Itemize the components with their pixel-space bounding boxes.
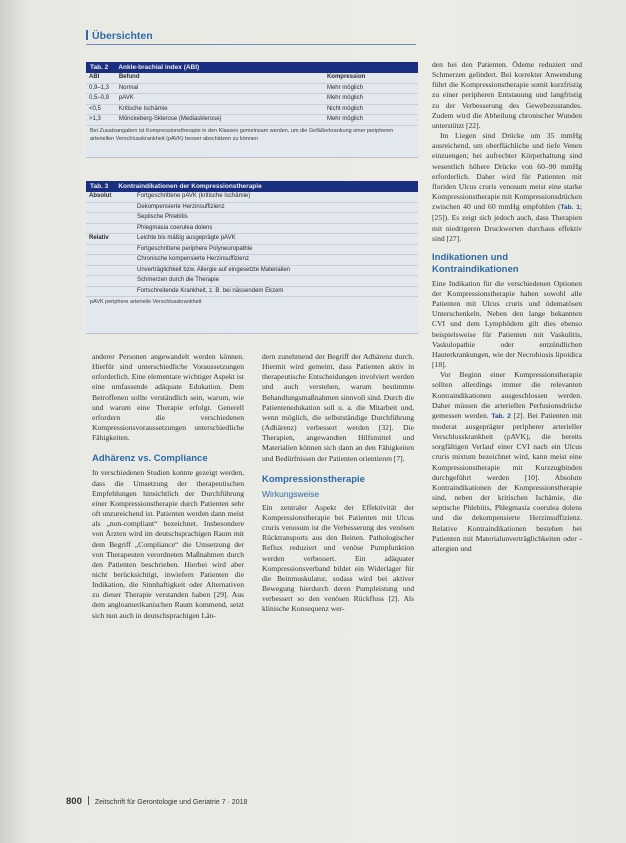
group-label: Absolut — [86, 192, 134, 202]
table-cell: 0,5–0,9 — [89, 95, 110, 101]
table-2-body — [86, 73, 418, 126]
paragraph: In verschiedenen Studien konnte gezeigt werden, dass die Umsetzung der therapeutischen Empfehlungen hinsichtlich der Durchführung einer Kompressionstherapie durch Patienten sehr oft unzureichend ist. Patienten werden dann meist als „non-compliant“ bezeichnet. Insbesondere von Ärzten wird im deutschsprachigen Raum mit dem Begriff „Compliance“ die Umsetzung der von Therapeuten verordneten Maßnahmen durch den Patienten beschrieben. Hierbei wird aber nicht berücksichtigt, inwiefern Patienten die Indikation, die Sinnhaftigkeit oder Alternativen zu dieser Therapie verstanden haben [29]. Aus dem angloamerikanischen Raum kommend, setzt sich nun auch in deutschsprachigen Län- — [92, 468, 244, 620]
table-cell: Schmerzen durch die Therapie — [134, 276, 418, 287]
table-2 — [86, 62, 418, 158]
table-reference-link[interactable]: Tab. 2 — [491, 412, 511, 420]
table-row — [86, 234, 418, 245]
right-upper-column — [432, 60, 582, 554]
table-cell: 0,9–1,3 — [89, 84, 110, 91]
paragraph: Eine Indikation für die verschiedenen Optionen der Kompressionstherapie haben sowohl alle Patienten mit Ulcus cruris und ödematösen Unterschenkeln. Neben den lange bekannten CVI und dem Lymphödem gilt dies ebenso beispielsweise für Patienten mit Vaskulitis, Vaskulopathie oder entzündlichen Hauterkrankungen, wie der Necrobiosis lipoidica [18]. — [432, 278, 582, 370]
column-header: Befund — [118, 74, 140, 80]
section-marker — [86, 30, 88, 40]
table-row — [86, 104, 418, 115]
table-row — [86, 83, 418, 94]
table-2-title: Ankle-brachial index (ABI) — [118, 64, 200, 71]
table-row — [86, 202, 418, 213]
table-3-title: Kontraindikationen der Kompressionstherapie — [118, 183, 262, 190]
paragraph: dern zunehmend der Begriff der Adhärenz durch. Hiermit wird gemeint, dass Patienten aktiv in therapeutische Entscheidungen involviert werden und auch verstehen, warum bestimmte Behandlungsmaßnahmen sinnvoll sind. Durch die Patientenedukation soll u. a. die Mitarbeit und, wenn möglich, die selbstständige Durchführung (Adhärenz) verbessert werden [32]. Die Therapien, angewandten Hilfsmittel und Materialien können sich dann an den Fähigkeiten und Bedürfnissen der Patienten orientieren [7]. — [262, 352, 414, 463]
paragraph: anderer Personen angewandelt werden können. Hierfür sind unterschiedliche Voraussetzungen erforderlich. Eine elementare wichtiger Aspekt ist eine umfassende adäquate Edukation. Dem Betroffenen sollte verständlich sein, warum, wie und warum eine Therapie erfolgt. Generell erfordern die verschiedenen Kompressionsvoraussetzungen unterschiedliche Fähigkeiten. — [92, 352, 244, 443]
section-heading: Kompressionstherapie — [262, 473, 365, 485]
section-heading: Indikationen und Kontraindikationen — [432, 251, 519, 275]
table-cell: Phlegmasia coerulea dolens — [134, 223, 418, 234]
table-reference-link[interactable]: Tab. 1 — [560, 204, 580, 212]
table-cell: Fortschreitende Krankheit, z. B. bei nässendem Ekzem — [134, 286, 418, 297]
table-row — [86, 265, 418, 276]
table-row — [86, 213, 418, 224]
table-cell: Nicht möglich — [326, 105, 363, 112]
table-row — [86, 286, 418, 297]
table-cell: >1,3 — [89, 116, 101, 122]
subsection-heading: Wirkungsweise — [262, 488, 320, 499]
journal-name: Zeitschrift für Gerontologie und Geriatrie 7 · 2018 — [94, 799, 248, 806]
table-row — [86, 244, 418, 255]
table-row — [86, 255, 418, 266]
section-title: Übersichten — [92, 30, 153, 42]
paragraph: Vor Beginn einer Kompressionstherapie sollten allerdings immer die relevanten Kontraindikationen ausgeschlossen werden. Daher müssen die arteriellen Perfusionsdrücke gemessen werden. Tab. 2 [2]. Bei Patienten mit moderat ausgeprägter peripherer arterieller Verschlusskrankheit (pAVK), die bereits sorgfältigen Verlauf einer CVI nach ein Ulcus cruris mixtum bezeichnet wird, kann meist eine Kompressionstherapie mit Kurzzugbinden durchgeführt werden [10]. Absolute Kontraindikationen der Kompressionstherapie sind, neben der kritischen Ischämie, die septische Phlebitis, Phlegmasia coerulea dolens und die dekompensierte Herzinsuffizienz. Relative Kontraindikationen bestehen bei Patienten mit Materialunverträglichkeiten oder -allergien und — [432, 370, 582, 553]
table-cell: Normal — [118, 84, 139, 91]
page-number: 800 — [66, 796, 82, 807]
table-cell: Fortgeschrittene pAVK (kritische Ischämie) — [134, 192, 418, 202]
table-3-label: Tab. 3 — [90, 183, 109, 190]
table-cell: Mehr möglich — [326, 116, 363, 122]
table-2-label: Tab. 2 — [90, 64, 109, 71]
table-cell: Dekompensierte Herzinsuffizienz — [134, 202, 418, 213]
column-header: ABI — [89, 74, 100, 80]
section-header — [86, 30, 416, 45]
table-cell: Septische Phlebitis — [134, 213, 418, 224]
table-cell: <0,5 — [89, 105, 101, 112]
table-3-header — [86, 181, 418, 192]
table-cell: Unverträglichkeit bzw. Allergie auf eingesetzte Materialien — [134, 265, 418, 276]
column-header: Kompression — [326, 74, 366, 80]
middle-column — [262, 352, 414, 614]
table-row — [86, 223, 418, 234]
page-footer — [66, 796, 247, 807]
paragraph: Im Liegen sind Drücke um 35 mmHg ausreichend, um oberflächliche und tiefe Venen einzuengen; bei aufrechter Körperhaltung sind wesentlich höhere Drücke von 60–90 mmHg erforderlich. Daher wird für Patienten mit floriden Ulcus cruris venosum meist eine starke Kompressionstherapie mit Kompressionsdrücken zwischen 40 und 60 mmHg empfohlen (Tab. 1; [25]). Es zeigt sich jedoch auch, dass Therapien mit niedrigeren Druckwerten durchaus effektiv sind [27]. — [432, 131, 582, 243]
table-cell: Mehr möglich — [326, 95, 363, 101]
paragraph: Ein zentraler Aspekt der Effektivität der Kompressionstherapie bei Patienten mit Ulcus cruris venosum ist die Verbesserung des venösen Rücktransports aus den Beinen. Pathologischer Reflux reduziert und venöse Pumpfunktion werden verbessert. Ein adäquater Kompressionsverband bildet ein Widerlager für die Beinmuskulatur, sodass wird bei aktiver Bewegung hierdurch deren Pumpleistung und verbessert so den venösen Rückfluss [2]. Als klinische Konsequenz wer- — [262, 502, 414, 614]
table-3-footnote: pAVK periphere arterielle Verschlusskrankheit — [90, 299, 202, 305]
table-cell: Mönckeberg-Sklerose (Mediasklerose) — [118, 116, 222, 122]
table-row — [86, 115, 418, 126]
table-3 — [86, 181, 418, 334]
table-3-body — [86, 192, 418, 297]
table-row — [86, 192, 418, 202]
section-heading: Adhärenz vs. Compliance — [92, 453, 208, 465]
table-cell: Mehr möglich — [326, 84, 363, 91]
table-cell: Fortgeschrittene periphere Polyneuropathie — [134, 244, 418, 255]
table-cell: Leichte bis mäßig ausgeprägte pAVK — [134, 234, 418, 245]
table-cell: Kritische Ischämie — [118, 105, 168, 112]
table-cell: Chronische kompensierte Herzinsuffizienz — [134, 255, 418, 266]
group-label: Relativ — [86, 234, 134, 245]
table-header-row — [86, 73, 418, 83]
table-row — [86, 276, 418, 287]
table-2-footnote: Bei Zusatzangaben ist Kompressionstherapie in den Klassen gemeinsam werden, um die Gefäßerkrankung einer peripheren arteriellen Verschlusskrankheit (pAVK) besser abschätzen zu können — [90, 127, 394, 142]
paragraph: den bei den Patienten. Ödeme reduziert und Schmerzen gelindert. Bei korrekter Anwendung führt die Kompressionstherapie somit kurzfristig zu einer peripheren Entstauung und langfristig zu der Verbesserung des Gewebezustandes. Zudem wird die Abheilung chronischer Wunden unterstützt [22]. — [432, 60, 582, 130]
left-column — [92, 352, 244, 621]
footer-divider — [88, 796, 89, 805]
table-2-header — [86, 62, 418, 73]
table-cell: pAVK — [118, 95, 134, 101]
table-row — [86, 94, 418, 105]
